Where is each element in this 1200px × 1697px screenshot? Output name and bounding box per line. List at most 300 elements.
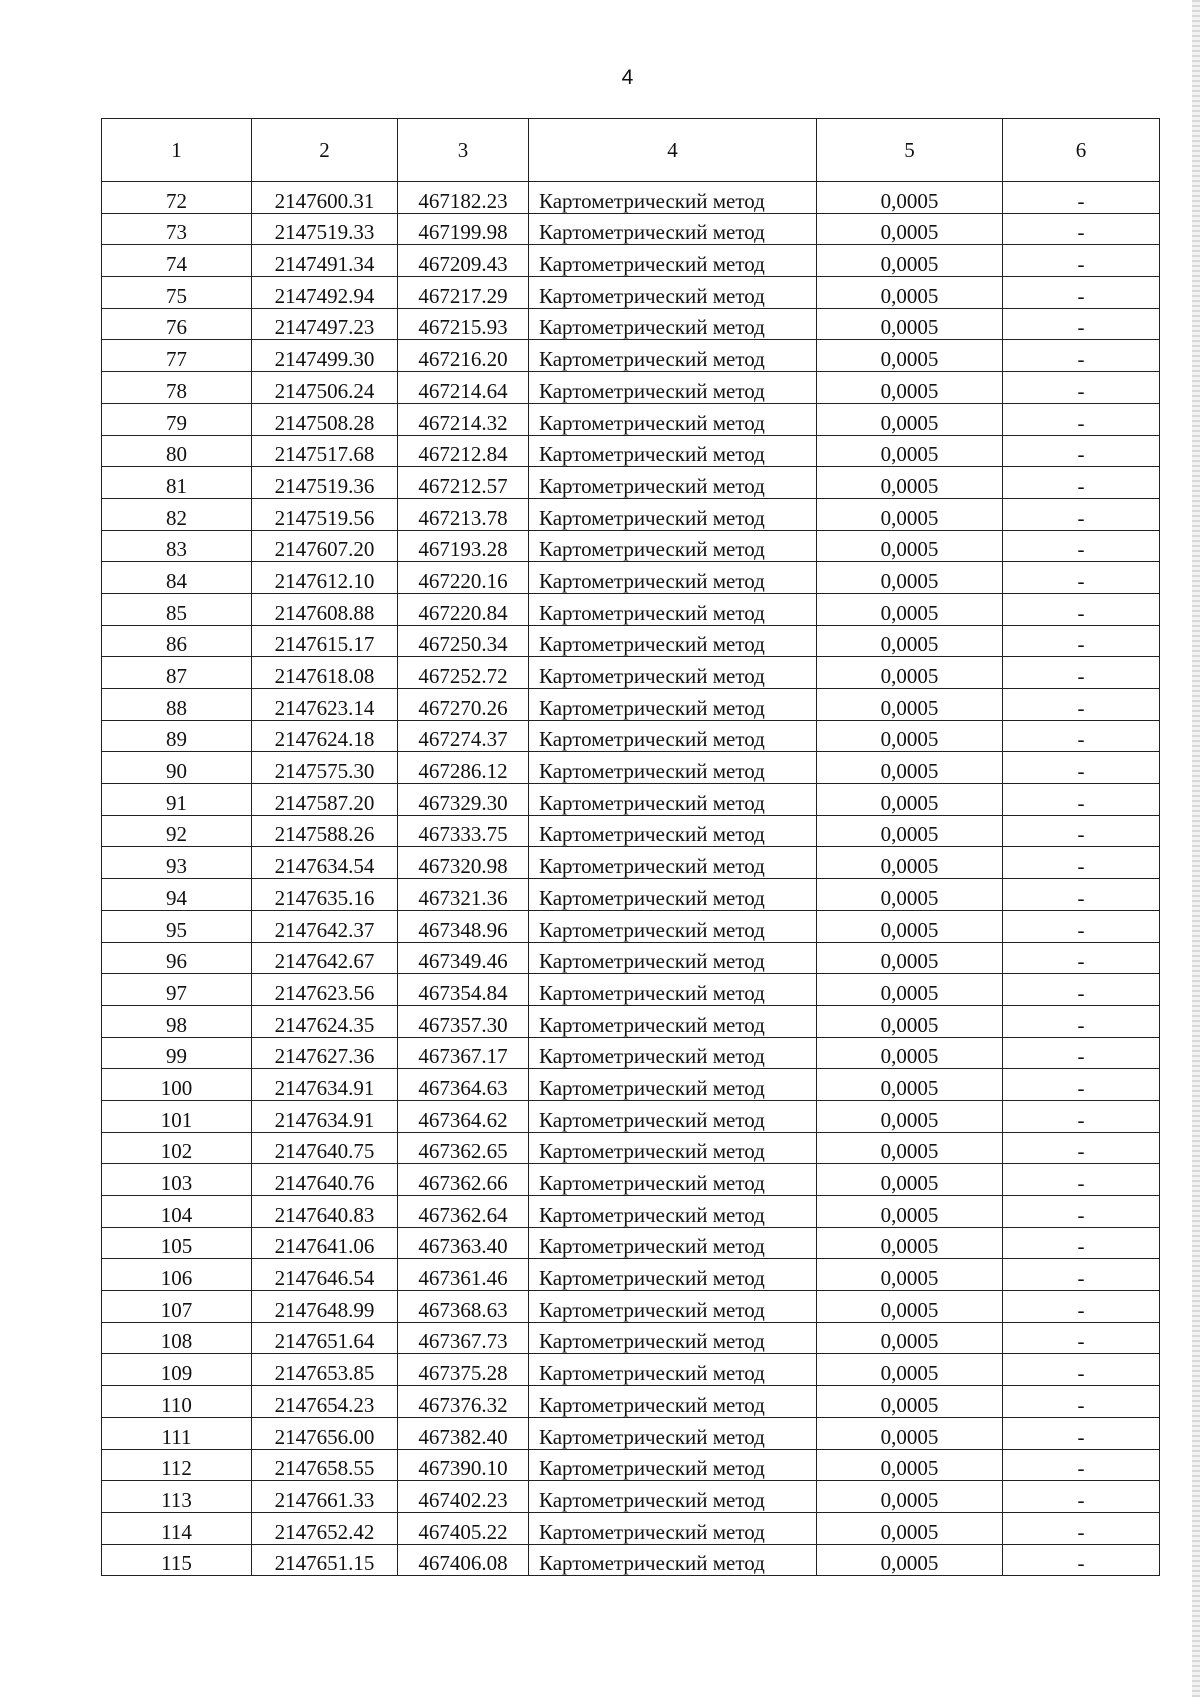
accuracy-cell: 0,0005 — [817, 593, 1003, 625]
x-coordinate-cell: 2147624.18 — [252, 720, 398, 752]
note-cell: - — [1003, 879, 1160, 911]
method-cell: Картометрический метод — [529, 1132, 817, 1164]
accuracy-cell: 0,0005 — [817, 372, 1003, 404]
y-coordinate-cell: 467217.29 — [398, 277, 529, 309]
point-number-cell: 115 — [102, 1544, 252, 1576]
y-coordinate-cell: 467215.93 — [398, 308, 529, 340]
x-coordinate-cell: 2147634.91 — [252, 1100, 398, 1132]
method-cell: Картометрический метод — [529, 1196, 817, 1228]
method-cell: Картометрический метод — [529, 308, 817, 340]
table-row — [102, 657, 1160, 689]
y-coordinate-cell: 467214.64 — [398, 372, 529, 404]
table-row — [102, 1132, 1160, 1164]
table-row — [102, 1354, 1160, 1386]
y-coordinate-cell: 467209.43 — [398, 245, 529, 277]
table-row — [102, 1069, 1160, 1101]
table-row — [102, 1481, 1160, 1513]
note-cell: - — [1003, 974, 1160, 1006]
accuracy-cell: 0,0005 — [817, 720, 1003, 752]
table-row — [102, 277, 1160, 309]
note-cell: - — [1003, 1100, 1160, 1132]
point-number-cell: 94 — [102, 879, 252, 911]
method-cell: Картометрический метод — [529, 1512, 817, 1544]
table-row — [102, 625, 1160, 657]
point-number-cell: 74 — [102, 245, 252, 277]
table-row — [102, 815, 1160, 847]
table-row — [102, 308, 1160, 340]
table-row — [102, 182, 1160, 214]
table-row — [102, 720, 1160, 752]
y-coordinate-cell: 467349.46 — [398, 942, 529, 974]
note-cell: - — [1003, 1069, 1160, 1101]
accuracy-cell: 0,0005 — [817, 1196, 1003, 1228]
accuracy-cell: 0,0005 — [817, 213, 1003, 245]
method-cell: Картометрический метод — [529, 720, 817, 752]
note-cell: - — [1003, 340, 1160, 372]
table-row — [102, 1037, 1160, 1069]
note-cell: - — [1003, 815, 1160, 847]
point-number-cell: 72 — [102, 182, 252, 214]
note-cell: - — [1003, 784, 1160, 816]
table-row — [102, 752, 1160, 784]
table-row — [102, 372, 1160, 404]
note-cell: - — [1003, 1196, 1160, 1228]
x-coordinate-cell: 2147624.35 — [252, 1005, 398, 1037]
point-number-cell: 84 — [102, 562, 252, 594]
method-cell: Картометрический метод — [529, 340, 817, 372]
y-coordinate-cell: 467348.96 — [398, 910, 529, 942]
table-row — [102, 530, 1160, 562]
accuracy-cell: 0,0005 — [817, 435, 1003, 467]
table-row — [102, 689, 1160, 721]
accuracy-cell: 0,0005 — [817, 1227, 1003, 1259]
table-row — [102, 784, 1160, 816]
method-cell: Картометрический метод — [529, 277, 817, 309]
y-coordinate-cell: 467406.08 — [398, 1544, 529, 1576]
y-coordinate-cell: 467320.98 — [398, 847, 529, 879]
method-cell: Картометрический метод — [529, 1005, 817, 1037]
x-coordinate-cell: 2147519.36 — [252, 467, 398, 499]
note-cell: - — [1003, 1005, 1160, 1037]
y-coordinate-cell: 467367.73 — [398, 1322, 529, 1354]
accuracy-cell: 0,0005 — [817, 277, 1003, 309]
note-cell: - — [1003, 1227, 1160, 1259]
header-col-4: 4 — [529, 119, 817, 182]
table-row — [102, 1259, 1160, 1291]
table-row — [102, 467, 1160, 499]
note-cell: - — [1003, 403, 1160, 435]
table-body — [102, 182, 1160, 1576]
point-number-cell: 78 — [102, 372, 252, 404]
x-coordinate-cell: 2147634.91 — [252, 1069, 398, 1101]
page-number: 4 — [621, 66, 634, 89]
accuracy-cell: 0,0005 — [817, 1291, 1003, 1323]
y-coordinate-cell: 467357.30 — [398, 1005, 529, 1037]
table-row — [102, 879, 1160, 911]
note-cell: - — [1003, 182, 1160, 214]
note-cell: - — [1003, 1132, 1160, 1164]
method-cell: Картометрический метод — [529, 372, 817, 404]
accuracy-cell: 0,0005 — [817, 562, 1003, 594]
accuracy-cell: 0,0005 — [817, 942, 1003, 974]
accuracy-cell: 0,0005 — [817, 657, 1003, 689]
x-coordinate-cell: 2147623.14 — [252, 689, 398, 721]
table-row — [102, 910, 1160, 942]
method-cell: Картометрический метод — [529, 530, 817, 562]
method-cell: Картометрический метод — [529, 593, 817, 625]
note-cell: - — [1003, 1037, 1160, 1069]
method-cell: Картометрический метод — [529, 1037, 817, 1069]
accuracy-cell: 0,0005 — [817, 403, 1003, 435]
note-cell: - — [1003, 1544, 1160, 1576]
point-number-cell: 88 — [102, 689, 252, 721]
accuracy-cell: 0,0005 — [817, 1481, 1003, 1513]
point-number-cell: 96 — [102, 942, 252, 974]
table-row — [102, 1322, 1160, 1354]
point-number-cell: 80 — [102, 435, 252, 467]
x-coordinate-cell: 2147640.83 — [252, 1196, 398, 1228]
note-cell: - — [1003, 245, 1160, 277]
y-coordinate-cell: 467193.28 — [398, 530, 529, 562]
y-coordinate-cell: 467220.84 — [398, 593, 529, 625]
table-header-row — [102, 119, 1160, 182]
x-coordinate-cell: 2147615.17 — [252, 625, 398, 657]
accuracy-cell: 0,0005 — [817, 1449, 1003, 1481]
accuracy-cell: 0,0005 — [817, 847, 1003, 879]
y-coordinate-cell: 467182.23 — [398, 182, 529, 214]
accuracy-cell: 0,0005 — [817, 1132, 1003, 1164]
x-coordinate-cell: 2147519.33 — [252, 213, 398, 245]
y-coordinate-cell: 467364.63 — [398, 1069, 529, 1101]
method-cell: Картометрический метод — [529, 1164, 817, 1196]
x-coordinate-cell: 2147600.31 — [252, 182, 398, 214]
accuracy-cell: 0,0005 — [817, 1512, 1003, 1544]
y-coordinate-cell: 467212.84 — [398, 435, 529, 467]
point-number-cell: 82 — [102, 498, 252, 530]
x-coordinate-cell: 2147640.75 — [252, 1132, 398, 1164]
note-cell: - — [1003, 1449, 1160, 1481]
note-cell: - — [1003, 657, 1160, 689]
point-number-cell: 77 — [102, 340, 252, 372]
method-cell: Картометрический метод — [529, 1544, 817, 1576]
point-number-cell: 86 — [102, 625, 252, 657]
x-coordinate-cell: 2147652.42 — [252, 1512, 398, 1544]
point-number-cell: 92 — [102, 815, 252, 847]
header-col-3: 3 — [398, 119, 529, 182]
accuracy-cell: 0,0005 — [817, 974, 1003, 1006]
point-number-cell: 95 — [102, 910, 252, 942]
table-row — [102, 213, 1160, 245]
y-coordinate-cell: 467321.36 — [398, 879, 529, 911]
table-row — [102, 1512, 1160, 1544]
y-coordinate-cell: 467199.98 — [398, 213, 529, 245]
y-coordinate-cell: 467368.63 — [398, 1291, 529, 1323]
method-cell: Картометрический метод — [529, 1386, 817, 1418]
note-cell: - — [1003, 593, 1160, 625]
accuracy-cell: 0,0005 — [817, 1386, 1003, 1418]
x-coordinate-cell: 2147656.00 — [252, 1417, 398, 1449]
x-coordinate-cell: 2147575.30 — [252, 752, 398, 784]
x-coordinate-cell: 2147642.37 — [252, 910, 398, 942]
method-cell: Картометрический метод — [529, 1354, 817, 1386]
point-number-cell: 103 — [102, 1164, 252, 1196]
note-cell: - — [1003, 1259, 1160, 1291]
y-coordinate-cell: 467390.10 — [398, 1449, 529, 1481]
x-coordinate-cell: 2147618.08 — [252, 657, 398, 689]
table-row — [102, 847, 1160, 879]
table-row — [102, 403, 1160, 435]
point-number-cell: 107 — [102, 1291, 252, 1323]
x-coordinate-cell: 2147491.34 — [252, 245, 398, 277]
y-coordinate-cell: 467329.30 — [398, 784, 529, 816]
x-coordinate-cell: 2147635.16 — [252, 879, 398, 911]
method-cell: Картометрический метод — [529, 213, 817, 245]
x-coordinate-cell: 2147587.20 — [252, 784, 398, 816]
y-coordinate-cell: 467216.20 — [398, 340, 529, 372]
method-cell: Картометрический метод — [529, 657, 817, 689]
point-number-cell: 114 — [102, 1512, 252, 1544]
table-row — [102, 245, 1160, 277]
y-coordinate-cell: 467213.78 — [398, 498, 529, 530]
method-cell: Картометрический метод — [529, 1100, 817, 1132]
method-cell: Картометрический метод — [529, 245, 817, 277]
method-cell: Картометрический метод — [529, 784, 817, 816]
point-number-cell: 75 — [102, 277, 252, 309]
coordinates-table — [101, 118, 1160, 1576]
accuracy-cell: 0,0005 — [817, 1354, 1003, 1386]
accuracy-cell: 0,0005 — [817, 1069, 1003, 1101]
x-coordinate-cell: 2147658.55 — [252, 1449, 398, 1481]
method-cell: Картометрический метод — [529, 974, 817, 1006]
point-number-cell: 91 — [102, 784, 252, 816]
accuracy-cell: 0,0005 — [817, 1164, 1003, 1196]
x-coordinate-cell: 2147519.56 — [252, 498, 398, 530]
method-cell: Картометрический метод — [529, 182, 817, 214]
note-cell: - — [1003, 1481, 1160, 1513]
table-row — [102, 340, 1160, 372]
point-number-cell: 112 — [102, 1449, 252, 1481]
note-cell: - — [1003, 530, 1160, 562]
method-cell: Картометрический метод — [529, 498, 817, 530]
x-coordinate-cell: 2147640.76 — [252, 1164, 398, 1196]
point-number-cell: 109 — [102, 1354, 252, 1386]
x-coordinate-cell: 2147588.26 — [252, 815, 398, 847]
x-coordinate-cell: 2147499.30 — [252, 340, 398, 372]
note-cell: - — [1003, 1291, 1160, 1323]
y-coordinate-cell: 467382.40 — [398, 1417, 529, 1449]
x-coordinate-cell: 2147641.06 — [252, 1227, 398, 1259]
point-number-cell: 104 — [102, 1196, 252, 1228]
point-number-cell: 87 — [102, 657, 252, 689]
note-cell: - — [1003, 847, 1160, 879]
point-number-cell: 89 — [102, 720, 252, 752]
y-coordinate-cell: 467402.23 — [398, 1481, 529, 1513]
x-coordinate-cell: 2147497.23 — [252, 308, 398, 340]
note-cell: - — [1003, 752, 1160, 784]
y-coordinate-cell: 467375.28 — [398, 1354, 529, 1386]
x-coordinate-cell: 2147634.54 — [252, 847, 398, 879]
y-coordinate-cell: 467274.37 — [398, 720, 529, 752]
y-coordinate-cell: 467364.62 — [398, 1100, 529, 1132]
y-coordinate-cell: 467212.57 — [398, 467, 529, 499]
x-coordinate-cell: 2147612.10 — [252, 562, 398, 594]
x-coordinate-cell: 2147653.85 — [252, 1354, 398, 1386]
table-row — [102, 435, 1160, 467]
accuracy-cell: 0,0005 — [817, 182, 1003, 214]
method-cell: Картометрический метод — [529, 625, 817, 657]
y-coordinate-cell: 467362.66 — [398, 1164, 529, 1196]
point-number-cell: 85 — [102, 593, 252, 625]
method-cell: Картометрический метод — [529, 1259, 817, 1291]
accuracy-cell: 0,0005 — [817, 245, 1003, 277]
x-coordinate-cell: 2147607.20 — [252, 530, 398, 562]
x-coordinate-cell: 2147654.23 — [252, 1386, 398, 1418]
y-coordinate-cell: 467376.32 — [398, 1386, 529, 1418]
header-col-6: 6 — [1003, 119, 1160, 182]
note-cell: - — [1003, 720, 1160, 752]
method-cell: Картометрический метод — [529, 403, 817, 435]
x-coordinate-cell: 2147651.15 — [252, 1544, 398, 1576]
method-cell: Картометрический метод — [529, 752, 817, 784]
header-col-2: 2 — [252, 119, 398, 182]
scan-edge-artifact — [1192, 0, 1200, 1697]
method-cell: Картометрический метод — [529, 942, 817, 974]
method-cell: Картометрический метод — [529, 1481, 817, 1513]
y-coordinate-cell: 467252.72 — [398, 657, 529, 689]
y-coordinate-cell: 467250.34 — [398, 625, 529, 657]
table-row — [102, 942, 1160, 974]
point-number-cell: 83 — [102, 530, 252, 562]
note-cell: - — [1003, 942, 1160, 974]
table-row — [102, 593, 1160, 625]
y-coordinate-cell: 467214.32 — [398, 403, 529, 435]
note-cell: - — [1003, 277, 1160, 309]
accuracy-cell: 0,0005 — [817, 1100, 1003, 1132]
note-cell: - — [1003, 1354, 1160, 1386]
method-cell: Картометрический метод — [529, 689, 817, 721]
method-cell: Картометрический метод — [529, 847, 817, 879]
note-cell: - — [1003, 435, 1160, 467]
table-row — [102, 1386, 1160, 1418]
note-cell: - — [1003, 213, 1160, 245]
point-number-cell: 97 — [102, 974, 252, 1006]
x-coordinate-cell: 2147627.36 — [252, 1037, 398, 1069]
x-coordinate-cell: 2147642.67 — [252, 942, 398, 974]
note-cell: - — [1003, 625, 1160, 657]
method-cell: Картометрический метод — [529, 1417, 817, 1449]
header-col-5: 5 — [817, 119, 1003, 182]
x-coordinate-cell: 2147623.56 — [252, 974, 398, 1006]
method-cell: Картометрический метод — [529, 1449, 817, 1481]
note-cell: - — [1003, 1322, 1160, 1354]
accuracy-cell: 0,0005 — [817, 1259, 1003, 1291]
note-cell: - — [1003, 467, 1160, 499]
note-cell: - — [1003, 1164, 1160, 1196]
accuracy-cell: 0,0005 — [817, 1417, 1003, 1449]
y-coordinate-cell: 467405.22 — [398, 1512, 529, 1544]
table-row — [102, 974, 1160, 1006]
y-coordinate-cell: 467363.40 — [398, 1227, 529, 1259]
method-cell: Картометрический метод — [529, 1291, 817, 1323]
point-number-cell: 73 — [102, 213, 252, 245]
x-coordinate-cell: 2147506.24 — [252, 372, 398, 404]
point-number-cell: 93 — [102, 847, 252, 879]
point-number-cell: 101 — [102, 1100, 252, 1132]
method-cell: Картометрический метод — [529, 1069, 817, 1101]
header-col-1: 1 — [102, 119, 252, 182]
x-coordinate-cell: 2147661.33 — [252, 1481, 398, 1513]
y-coordinate-cell: 467220.16 — [398, 562, 529, 594]
note-cell: - — [1003, 308, 1160, 340]
note-cell: - — [1003, 372, 1160, 404]
table-row — [102, 1417, 1160, 1449]
accuracy-cell: 0,0005 — [817, 815, 1003, 847]
accuracy-cell: 0,0005 — [817, 530, 1003, 562]
note-cell: - — [1003, 689, 1160, 721]
accuracy-cell: 0,0005 — [817, 879, 1003, 911]
y-coordinate-cell: 467362.65 — [398, 1132, 529, 1164]
y-coordinate-cell: 467286.12 — [398, 752, 529, 784]
method-cell: Картометрический метод — [529, 467, 817, 499]
note-cell: - — [1003, 562, 1160, 594]
table-row — [102, 498, 1160, 530]
accuracy-cell: 0,0005 — [817, 308, 1003, 340]
accuracy-cell: 0,0005 — [817, 1005, 1003, 1037]
y-coordinate-cell: 467362.64 — [398, 1196, 529, 1228]
table-row — [102, 1227, 1160, 1259]
point-number-cell: 105 — [102, 1227, 252, 1259]
point-number-cell: 76 — [102, 308, 252, 340]
method-cell: Картометрический метод — [529, 435, 817, 467]
method-cell: Картометрический метод — [529, 562, 817, 594]
note-cell: - — [1003, 1417, 1160, 1449]
accuracy-cell: 0,0005 — [817, 1322, 1003, 1354]
point-number-cell: 100 — [102, 1069, 252, 1101]
x-coordinate-cell: 2147651.64 — [252, 1322, 398, 1354]
note-cell: - — [1003, 1386, 1160, 1418]
method-cell: Картометрический метод — [529, 1227, 817, 1259]
y-coordinate-cell: 467367.17 — [398, 1037, 529, 1069]
table-row — [102, 1100, 1160, 1132]
point-number-cell: 98 — [102, 1005, 252, 1037]
note-cell: - — [1003, 498, 1160, 530]
method-cell: Картометрический метод — [529, 1322, 817, 1354]
y-coordinate-cell: 467333.75 — [398, 815, 529, 847]
table-row — [102, 1196, 1160, 1228]
method-cell: Картометрический метод — [529, 879, 817, 911]
x-coordinate-cell: 2147492.94 — [252, 277, 398, 309]
point-number-cell: 106 — [102, 1259, 252, 1291]
point-number-cell: 113 — [102, 1481, 252, 1513]
y-coordinate-cell: 467361.46 — [398, 1259, 529, 1291]
accuracy-cell: 0,0005 — [817, 498, 1003, 530]
point-number-cell: 90 — [102, 752, 252, 784]
accuracy-cell: 0,0005 — [817, 1037, 1003, 1069]
x-coordinate-cell: 2147508.28 — [252, 403, 398, 435]
point-number-cell: 108 — [102, 1322, 252, 1354]
accuracy-cell: 0,0005 — [817, 752, 1003, 784]
table-row — [102, 1005, 1160, 1037]
accuracy-cell: 0,0005 — [817, 340, 1003, 372]
x-coordinate-cell: 2147517.68 — [252, 435, 398, 467]
table-row — [102, 1449, 1160, 1481]
table-row — [102, 1544, 1160, 1576]
y-coordinate-cell: 467270.26 — [398, 689, 529, 721]
method-cell: Картометрический метод — [529, 910, 817, 942]
x-coordinate-cell: 2147648.99 — [252, 1291, 398, 1323]
point-number-cell: 111 — [102, 1417, 252, 1449]
point-number-cell: 81 — [102, 467, 252, 499]
